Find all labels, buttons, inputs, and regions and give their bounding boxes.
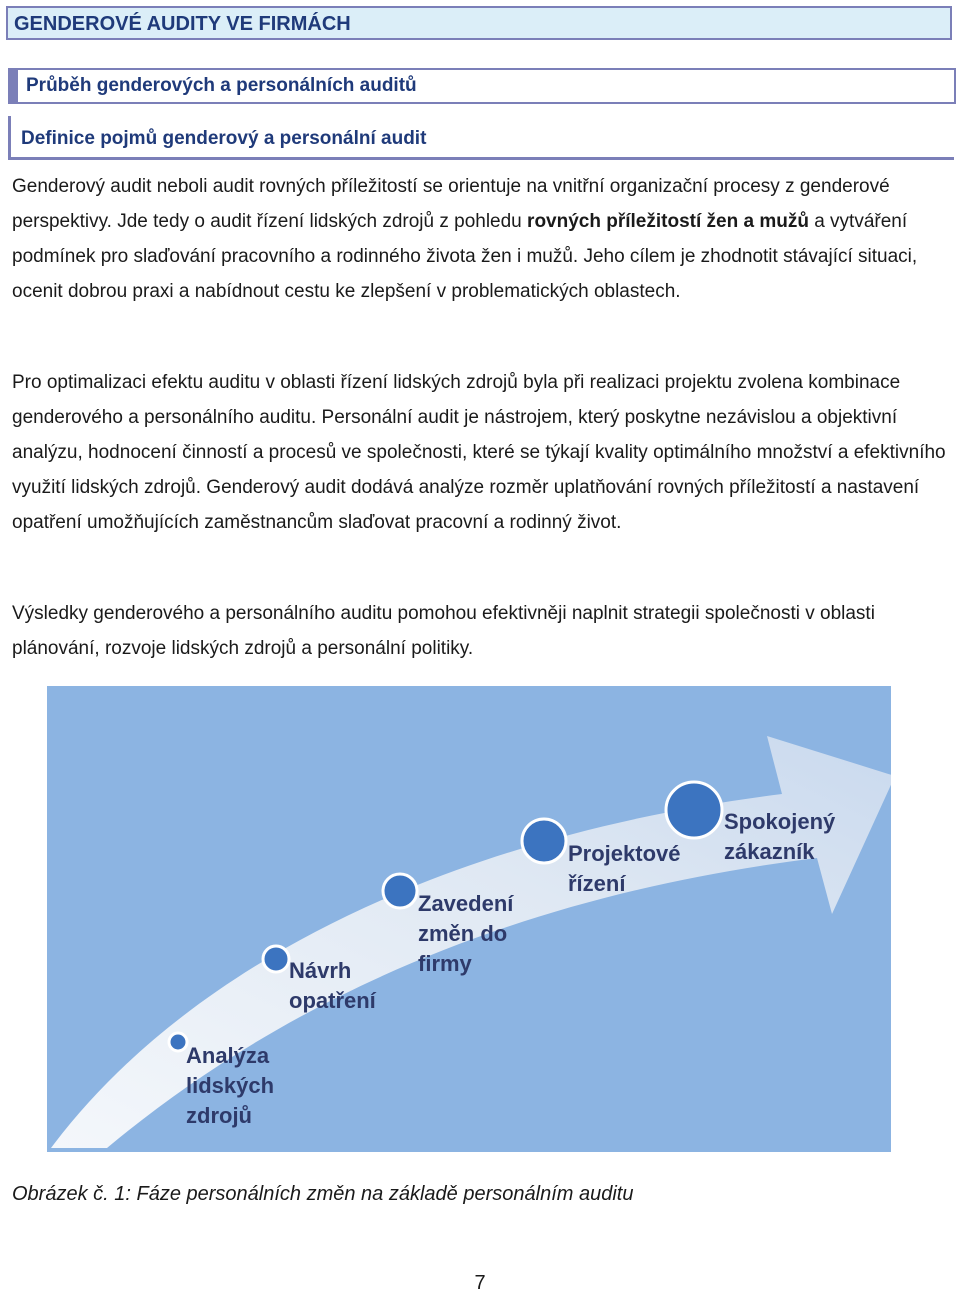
step-dot [383,874,417,908]
paragraph-text: a vytváření podmínek pro slaďování pracovního a rodinného života žen i mužů. Jeho cílem je zhodnotit stávající situaci, ocenit dobrou praxi a nabídnout cestu ke zlepšení v problematických oblastech. [12,211,918,302]
paragraph-results: Výsledky genderového a personálního auditu pomohou efektivněji naplnit strategii společnosti v oblasti plánování, rozvoje lidských zdrojů a personální politiky. [12,603,875,659]
step-label: Spokojený zákazník [724,809,836,864]
page-number: 7 [474,1272,486,1294]
subsection-heading: Průběh genderových a personálních auditů [8,68,956,104]
paragraph-optimization: Pro optimalizaci efektu auditu v oblasti řízení lidských zdrojů byla při realizaci projektu zvolena kombinace genderového a personálního auditu. Personální audit je nástrojem, který poskytne nezávislou a objektivní analýzu, hodnocení činností a procesů ve společnosti, které se týkají kvality optimálního množství a efektivního využití lidských zdrojů. Genderový audit dodává analýze rozměr uplatňování rovných příležitostí a nastavení opatření umožňujících zaměstnancům slaďovat pracovní a rodinný život. [12,372,946,533]
section-heading: GENDEROVÉ AUDITY VE FIRMÁCH [6,6,952,40]
subsubsection-heading: Definice pojmů genderový a personální audit [8,116,954,160]
paragraph-definition [12,169,952,309]
step-dot [522,819,566,863]
step-label: Analýza lidských zdrojů [186,1043,275,1128]
step-dot [666,782,722,838]
step-dot [263,946,289,972]
step-label: Zavedení změn do firmy [418,891,514,976]
figure-caption: Obrázek č. 1: Fáze personálních změn na základě personálním auditu [12,1183,634,1205]
step-label: Návrh opatření [289,958,376,1013]
paragraph-bold-text: rovných příležitostí žen a mužů [527,211,809,232]
step-dot [169,1033,187,1051]
paragraph-text: Genderový audit neboli audit rovných příležitostí se orientuje na vnitřní organizační procesy z genderové perspektivy. Jde tedy o audit řízení lidských zdrojů z pohledu [12,176,890,232]
step-label: Projektové řízení [568,841,681,896]
process-figure [47,686,891,1152]
